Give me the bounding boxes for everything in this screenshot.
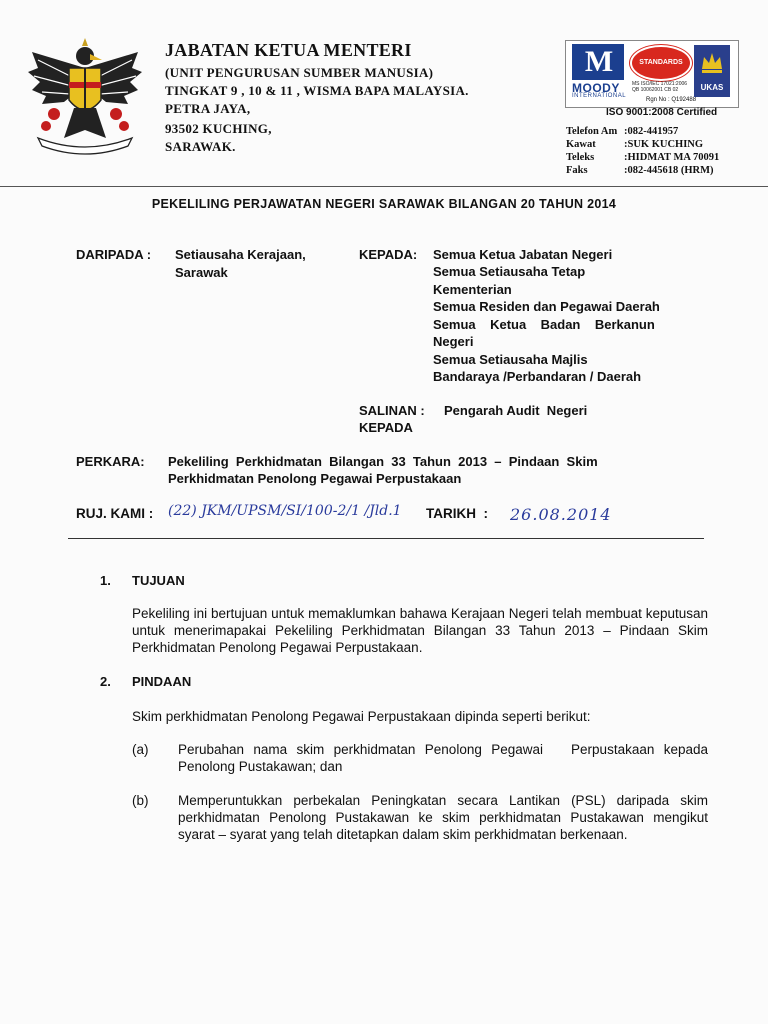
subject-line: Perkhidmatan Penolong Pegawai Perpustakaan (168, 471, 462, 486)
copy-label-continued: KEPADA (359, 420, 413, 435)
moody-logo-mark: M (572, 44, 624, 80)
contact-row (566, 139, 703, 150)
to-recipient: Semua Ketua Jabatan Negeri (433, 247, 613, 262)
date-label: TARIKH : (426, 506, 488, 521)
contact-label: Telefon Am (566, 126, 618, 137)
letterhead-address-line: SARAWAK. (165, 139, 236, 154)
letterhead-unit: (UNIT PENGURUSAN SUMBER MANUSIA) (165, 65, 434, 80)
sarawak-coat-of-arms (24, 38, 146, 156)
contact-value: :HIDMAT MA 70091 (624, 152, 720, 163)
copy-label: SALINAN : (359, 403, 425, 418)
section-heading: PINDAAN (132, 674, 192, 689)
contact-value: :SUK KUCHING (624, 139, 704, 150)
contact-row (566, 152, 719, 163)
to-recipient: Semua Setiausaha Majlis (433, 352, 588, 367)
to-recipient: Semua Residen dan Pegawai Daerah (433, 299, 660, 314)
letterhead-title: JABATAN KETUA MENTERI (165, 40, 412, 60)
to-recipient: Kementerian (433, 282, 512, 297)
iso-certified-label: ISO 9001:2008 Certified (606, 107, 718, 118)
list-item-marker: (a) (132, 742, 149, 757)
letterhead-divider (0, 186, 768, 187)
to-recipient: Bandaraya /Perbandaran / Daerah (433, 369, 642, 384)
subject-label: PERKARA: (76, 454, 145, 469)
certification-logo-box (565, 40, 739, 108)
from-label: DARIPADA : (76, 247, 152, 262)
contact-label: Kawat (566, 139, 596, 150)
ukas-label: UKAS (700, 83, 724, 92)
section-body: Pekeliling ini bertujuan untuk memaklumkan bahawa Kerajaan Negeri telah membuat keputusan untuk menerimapakai Pekeliling Perkhidmatan Bilangan 33 Tahun 2013 – Pindaan Skim Perkhidmatan Penolong Pegawai Perpustakaan. (132, 606, 708, 655)
registration-number: Rgn No : Q192488 (646, 97, 697, 103)
from-line: Setiausaha Kerajaan, (175, 247, 306, 262)
section-number: 1. (100, 573, 111, 588)
section-body: Skim perkhidmatan Penolong Pegawai Perpustakaan dipinda seperti berikut: (132, 709, 591, 724)
list-item-text: Memperuntukkan perbekalan Peningkatan secara Lantikan (PSL) daripada skim perkhidmatan Penolong Pustakawan ke skim perkhidmatan Pustakawan mengikut syarat – syarat yang telah ditetapkan dalam skim perkhidmatan berkenaan. (178, 793, 708, 842)
contact-label: Faks (566, 165, 588, 176)
iso-accreditation-text: MS ISO/IEC 17021:2006 QB 10062001 CB 02 (632, 81, 688, 93)
crown-icon (694, 45, 730, 81)
to-recipient: Semua Ketua Badan Berkanun (433, 317, 655, 332)
contact-row (566, 165, 714, 176)
circular-title: PEKELILING PERJAWATAN NEGERI SARAWAK BILANGAN 20 TAHUN 2014 (151, 197, 617, 211)
to-recipient: Negeri (433, 334, 474, 349)
to-recipient: Semua Setiausaha Tetap (433, 264, 586, 279)
contact-label: Teleks (566, 152, 595, 163)
standards-malaysia-logo: STANDARDS (630, 45, 692, 81)
contact-row (566, 126, 678, 137)
contact-value: :082-441957 (624, 126, 679, 137)
subject-line: Pekeliling Perkhidmatan Bilangan 33 Tahun 2013 – Pindaan Skim (168, 454, 598, 469)
contact-value: :082-445618 (HRM) (624, 165, 714, 176)
from-line: Sarawak (175, 265, 228, 280)
letterhead-address-line: TINGKAT 9 , 10 & 11 , WISMA BAPA MALAYSIA. (165, 83, 469, 98)
to-label: KEPADA: (359, 247, 418, 262)
list-item-text: Perubahan nama skim perkhidmatan Penolong Pegawai Perpustakaan kepada Penolong Pustakawan; dan (178, 742, 712, 774)
copy-recipient: Pengarah Audit Negeri (444, 403, 588, 418)
moody-logo-text: MOODY (572, 81, 620, 95)
reference-label: RUJ. KAMI : (76, 506, 154, 521)
letterhead-address-line: 93502 KUCHING, (165, 121, 272, 136)
date-handwritten: 26.08.2014 (510, 505, 612, 524)
reference-divider (68, 538, 704, 539)
letterhead-address-line: PETRA JAYA, (165, 101, 251, 116)
moody-logo-subtext: INTERNATIONAL (572, 93, 627, 99)
section-heading: TUJUAN (132, 573, 185, 588)
section-number: 2. (100, 674, 111, 689)
reference-number-handwritten: (22) JKM/UPSM/SI/100-2/1 /Jld.1 (168, 503, 402, 519)
list-item-marker: (b) (132, 793, 149, 808)
ukas-logo (694, 45, 730, 97)
